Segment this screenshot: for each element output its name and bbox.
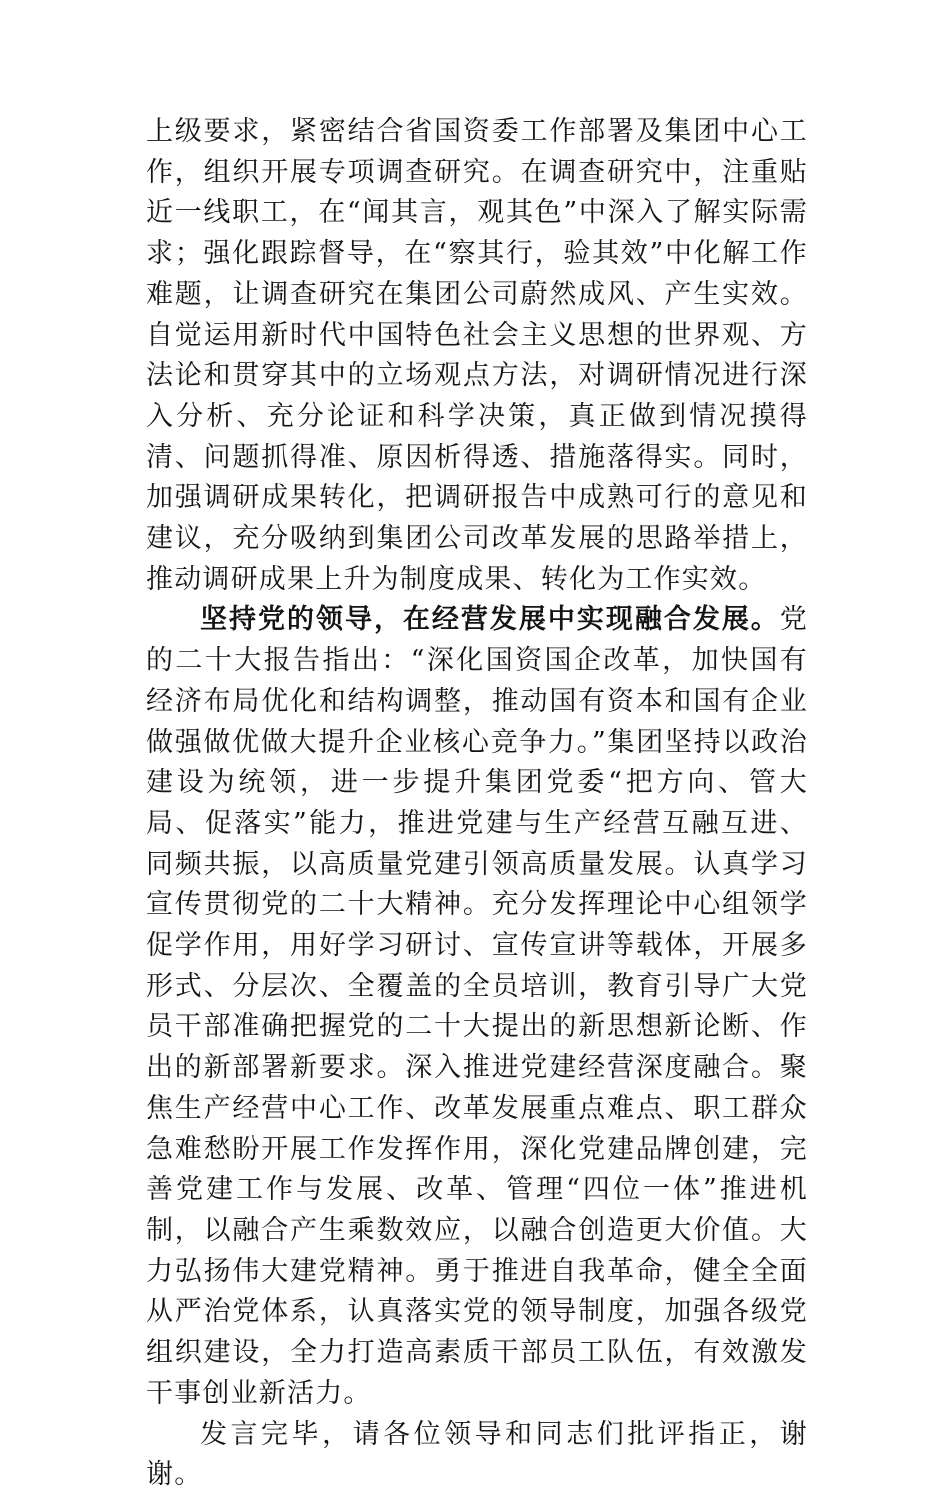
paragraph-text: 上级要求，紧密结合省国资委工作部署及集团中心工作，组织开展专项调查研究。在调查研究中，注重贴近一线职工，在“闻其言，观其色”中深入了解实际需求；强化跟踪督导，在“察其行，验其效”中化解工作难题，让调查研究在集团公司蔚然成风、产生实效。自觉运用新时代中国特色社会主义思想的世界观、方法论和贯穿其中的立场观点方法，对调研情况进行深入分析、充分论证和科学决策，真正做到情况摸得清、问题抓得准、原因析得透、措施落得实。同时，加强调研成果转化，把调研报告中成熟可行的意见和建议，充分吸纳到集团公司改革发展的思路举措上，推动调研成果上升为制度成果、转化为工作实效。 [146, 116, 808, 595]
document-page [146, 112, 808, 1496]
paragraph-heading: 坚持党的领导，在经营发展中实现融合发展。 [200, 604, 780, 636]
paragraph-text: 发言完毕，请各位领导和同志们批评指正，谢谢。 [146, 1418, 808, 1491]
paragraph-text: 党的二十大报告指出：“深化国资国企改革，加快国有经济布局优化和结构调整，推动国有资本和国有企业做强做优做大提升企业核心竞争力。”集团坚持以政治建设为统领，进一步提升集团党委“把方向、管大局、促落实”能力，推进党建与生产经营互融互进、同频共振，以高质量党建引领高质量发展。认真学习宣传贯彻党的二十大精神。充分发挥理论中心组领学促学作用，用好学习研讨、宣传宣讲等载体，开展多形式、分层次、全覆盖的全员培训，教育引导广大党员干部准确把握党的二十大提出的新思想新论断、作出的新部署新要求。深入推进党建经营深度融合。聚焦生产经营中心工作、改革发展重点难点、职工群众急难愁盼开展工作发挥作用，深化党建品牌创建，完善党建工作与发展、改革、管理“四位一体”推进机制，以融合产生乘数效应，以融合创造更大价值。大力弘扬伟大建党精神。勇于推进自我革命，健全全面从严治党体系，认真落实党的领导制度，加强各级党组织建设，全力打造高素质干部员工队伍，有效激发干事创业新活力。 [146, 604, 808, 1409]
paragraph-party-leadership [146, 600, 808, 1414]
paragraph-closing [146, 1415, 808, 1496]
paragraph-continued [146, 112, 808, 600]
